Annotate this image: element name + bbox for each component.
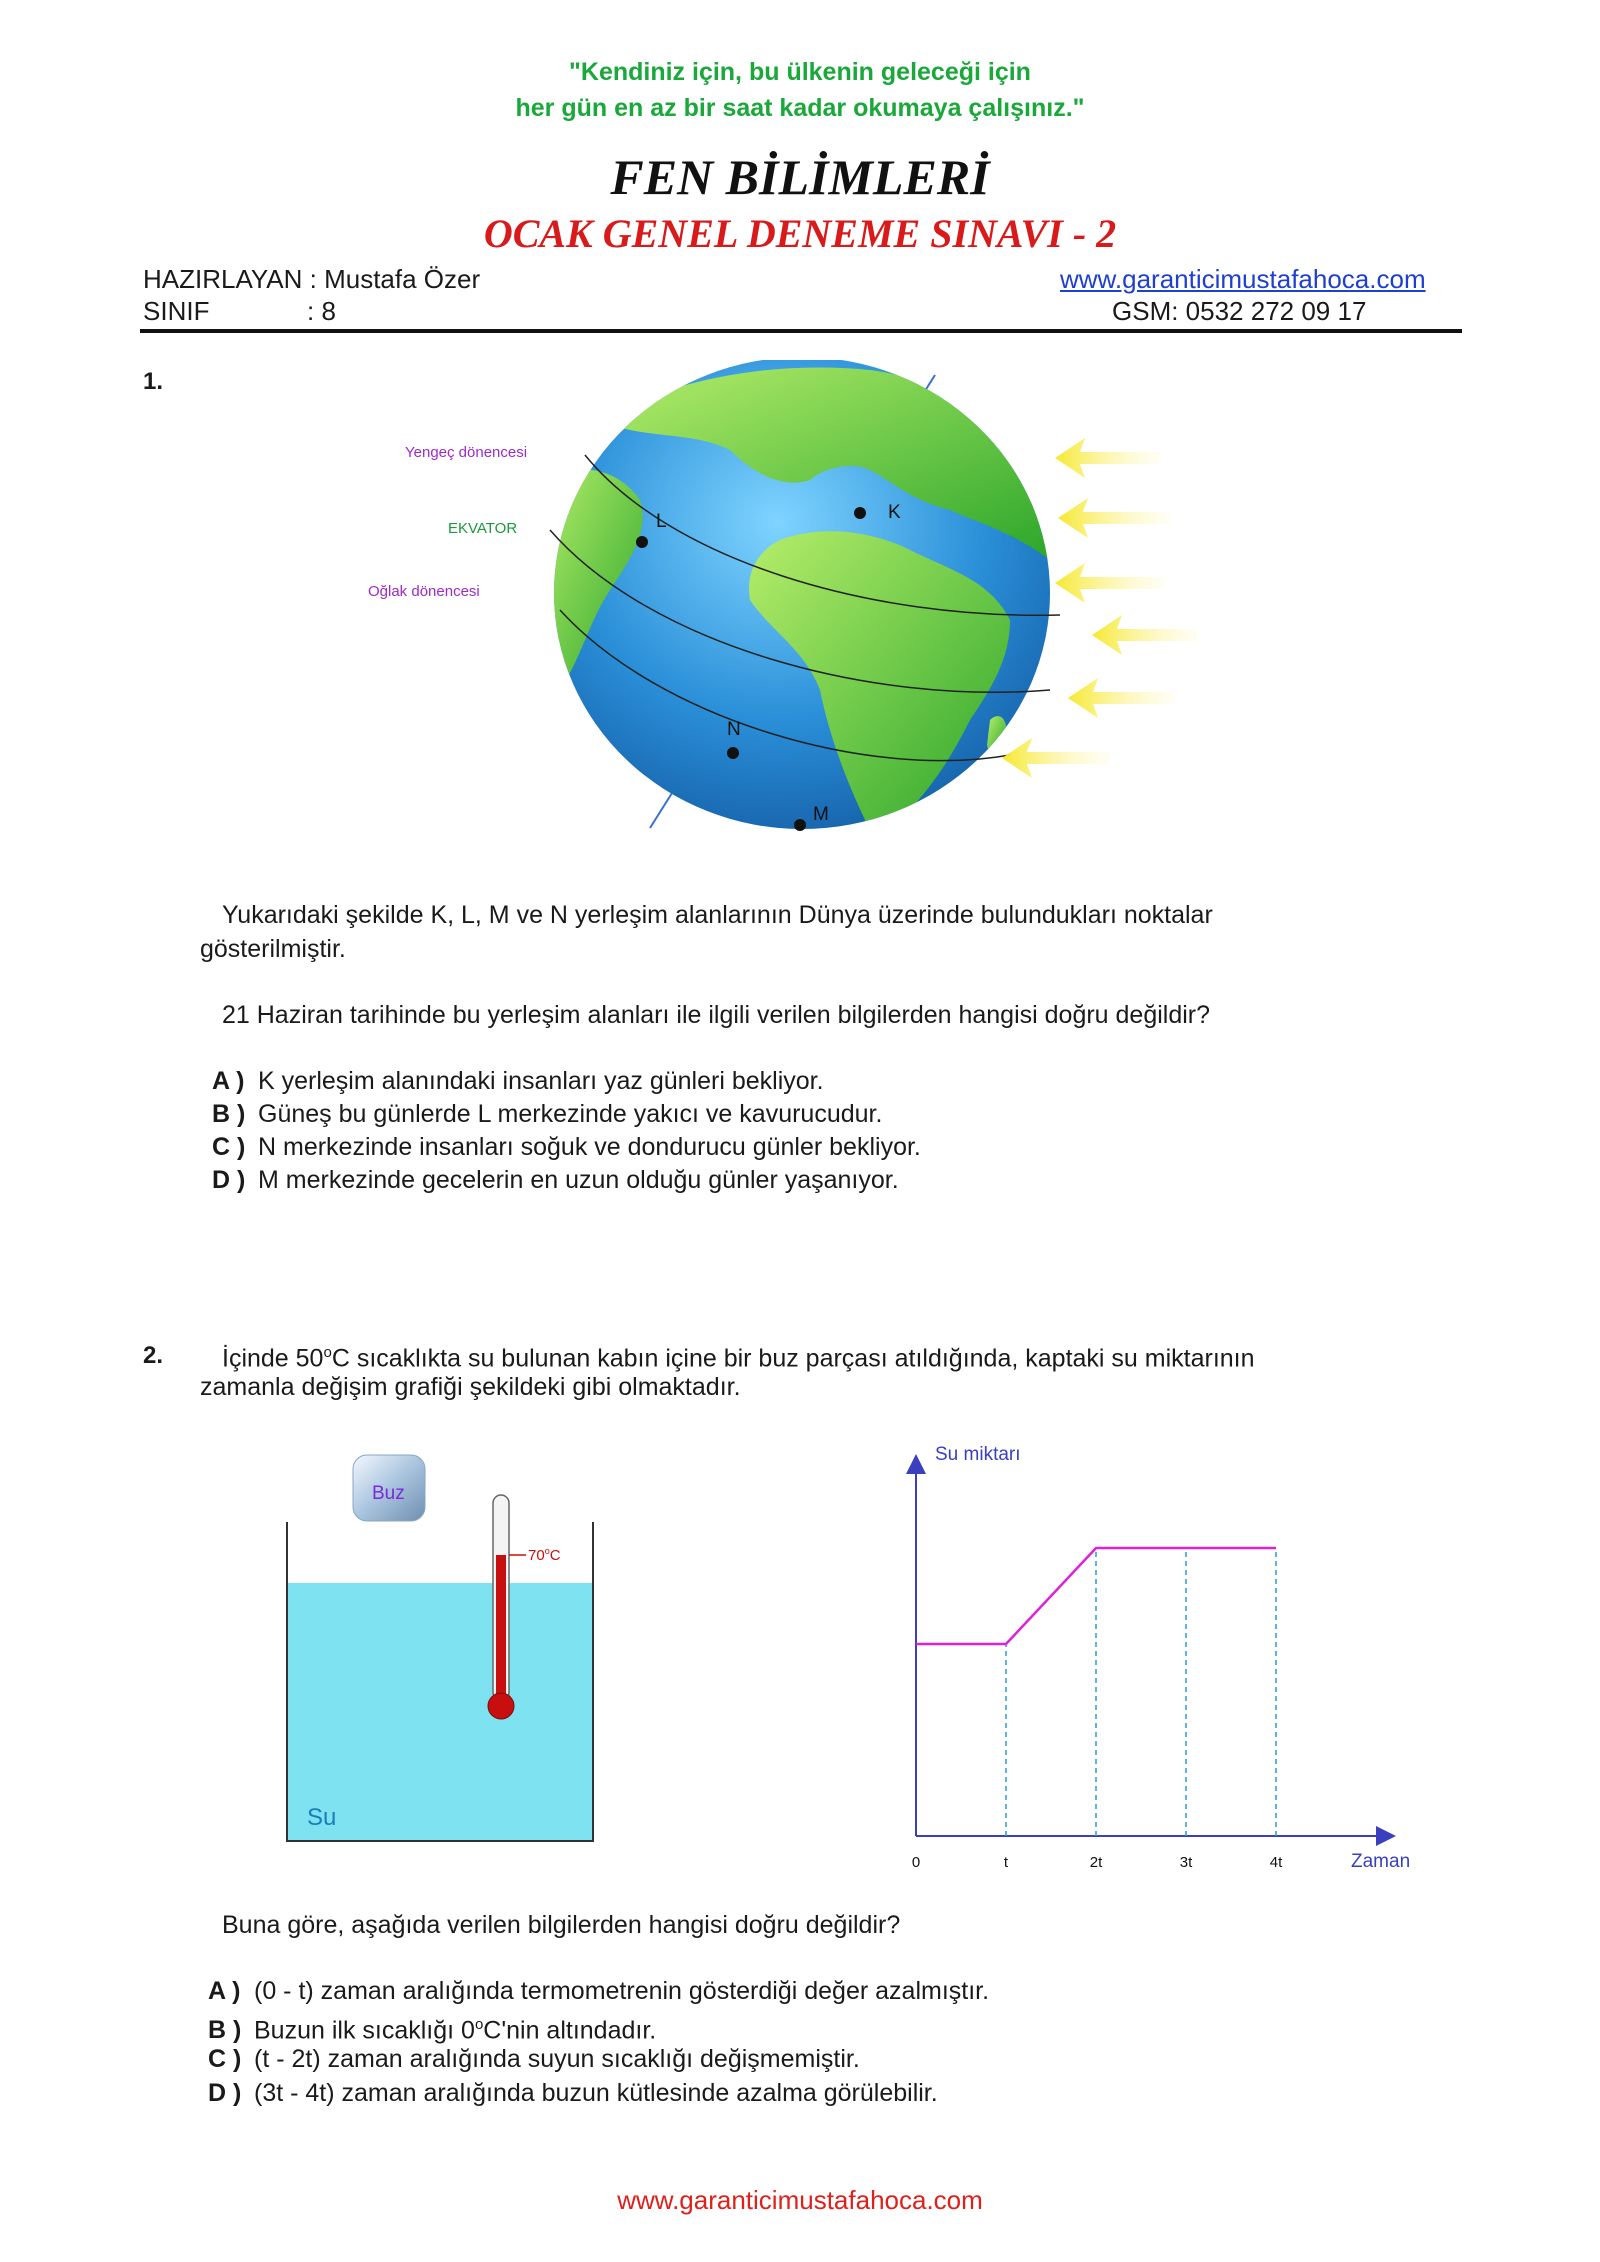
point-n-marker xyxy=(727,747,739,759)
x-tick-label-0: 0 xyxy=(911,1854,921,1871)
q2-option-b-sup: o xyxy=(474,2016,484,2033)
q1-option-c[interactable] xyxy=(212,1130,921,1164)
thermometer-reading: 70$^o$C xyxy=(528,1546,561,1564)
point-n-label: N xyxy=(727,719,741,740)
q1-option-b-text: Güneş bu günlerde L merkezinde yakıcı ve kavurucudur. xyxy=(258,1100,883,1128)
q2-option-a-text: (0 - t) zaman aralığında termometrenin gösterdiği değer azalmıştır. xyxy=(254,1977,990,2005)
water-label: Su xyxy=(307,1804,337,1831)
page-subtitle: OCAK GENEL DENEME SINAVI - 2 xyxy=(483,211,1117,256)
q2-option-b-text-post: C'nin altındadır. xyxy=(483,2016,657,2045)
page-title: FEN BİLİMLERİ xyxy=(610,149,990,205)
quote-line-1: "Kendiniz için, bu ülkenin geleceği için xyxy=(569,58,1031,86)
x-axis-label: Zaman xyxy=(1351,1851,1411,1872)
class-value: : 8 xyxy=(307,296,336,326)
water-amount-chart xyxy=(880,1430,1440,1880)
q1-option-a-key: A ) xyxy=(212,1067,245,1095)
q1-option-c-key: C ) xyxy=(212,1133,246,1161)
q2-option-b-text-pre: Buzun ilk sıcaklığı 0 xyxy=(254,2016,475,2045)
q1-option-b-key: B ) xyxy=(212,1100,246,1128)
tropic-of-capricorn-label: Oğlak dönencesi xyxy=(368,583,480,600)
q2-option-c[interactable] xyxy=(208,2042,860,2076)
q2-text-line-2: zamanla değişim grafiği şekildeki gibi olmaktadır. xyxy=(200,1373,741,1401)
q2-text-post: C sıcaklıkta su bulunan kabın içine bir buz parçası atıldığında, kaptaki su miktarının xyxy=(331,1344,1255,1373)
question-2-number: 2. xyxy=(143,1342,164,1369)
q2-text-pre: İçinde 50 xyxy=(222,1344,324,1373)
q1-text-line-2: gösterilmiştir. xyxy=(200,935,346,963)
q2-option-a-key: A ) xyxy=(208,1977,241,2005)
question-1-number: 1. xyxy=(143,368,164,395)
q2-option-c-text: (t - 2t) zaman aralığında suyun sıcaklığı değişmemiştir. xyxy=(254,2045,860,2073)
equator-label: EKVATOR xyxy=(448,520,518,537)
footer-website-link[interactable]: www.garanticimustafahoca.com xyxy=(617,2185,983,2215)
q1-option-d-text: M merkezinde gecelerin en uzun olduğu günler yaşanıyor. xyxy=(258,1166,899,1194)
x-tick-label-1: t xyxy=(1003,1854,1009,1871)
x-tick-label-3: 3t xyxy=(1179,1854,1193,1871)
q1-option-d[interactable] xyxy=(212,1163,899,1197)
q1-option-d-key: D ) xyxy=(212,1166,246,1194)
ice-label: Buz xyxy=(372,1483,405,1504)
beaker-figure xyxy=(280,1450,600,1850)
q2-option-d-text: (3t - 4t) zaman aralığında buzun kütlesinde azalma görülebilir. xyxy=(254,2079,938,2107)
q1-option-c-text: N merkezinde insanları soğuk ve dondurucu günler bekliyor. xyxy=(258,1133,921,1161)
gsm-number: GSM: 0532 272 09 17 xyxy=(1112,296,1367,326)
q2-option-a[interactable] xyxy=(208,1974,989,2008)
q2-text-sup: o xyxy=(323,1344,332,1361)
point-m-label: M xyxy=(813,804,829,825)
q2-option-c-key: C ) xyxy=(208,2045,242,2073)
point-l-marker xyxy=(636,536,648,548)
q2-option-d[interactable] xyxy=(208,2076,938,2110)
point-k-label: K xyxy=(888,502,901,523)
point-m-marker xyxy=(794,819,806,831)
q1-text-line-1: Yukarıdaki şekilde K, L, M ve N yerleşim alanlarının Dünya üzerinde bulundukları noktalar xyxy=(222,901,1213,929)
point-k-marker xyxy=(854,507,866,519)
author-label: HAZIRLAYAN : Mustafa Özer xyxy=(143,264,481,294)
x-tick-label-4: 4t xyxy=(1269,1854,1283,1871)
y-axis-label: Su miktarı xyxy=(935,1444,1021,1465)
earth-figure xyxy=(350,360,1230,850)
q1-option-b[interactable] xyxy=(212,1097,882,1131)
q1-option-a[interactable] xyxy=(212,1064,824,1098)
point-l-label: L xyxy=(656,511,667,532)
class-label: SINIF xyxy=(143,296,210,326)
header-divider xyxy=(140,329,1462,333)
q1-question: 21 Haziran tarihinde bu yerleşim alanları ile ilgili verilen bilgilerden hangisi doğru değildir? xyxy=(222,1001,1211,1029)
quote-line-2: her gün en az bir saat kadar okumaya çalışınız." xyxy=(515,94,1085,122)
header-website-link[interactable]: www.garanticimustafahoca.com xyxy=(1060,264,1426,294)
q2-option-d-key: D ) xyxy=(208,2079,242,2107)
tropic-of-cancer-label: Yengeç dönencesi xyxy=(405,444,528,461)
x-tick-label-2: 2t xyxy=(1089,1854,1103,1871)
q1-option-a-text: K yerleşim alanındaki insanları yaz günleri bekliyor. xyxy=(258,1067,824,1095)
q2-option-b-key: B ) xyxy=(208,2016,242,2045)
water-fill xyxy=(287,1583,593,1841)
q2-question: Buna göre, aşağıda verilen bilgilerden hangisi doğru değildir? xyxy=(222,1911,901,1939)
